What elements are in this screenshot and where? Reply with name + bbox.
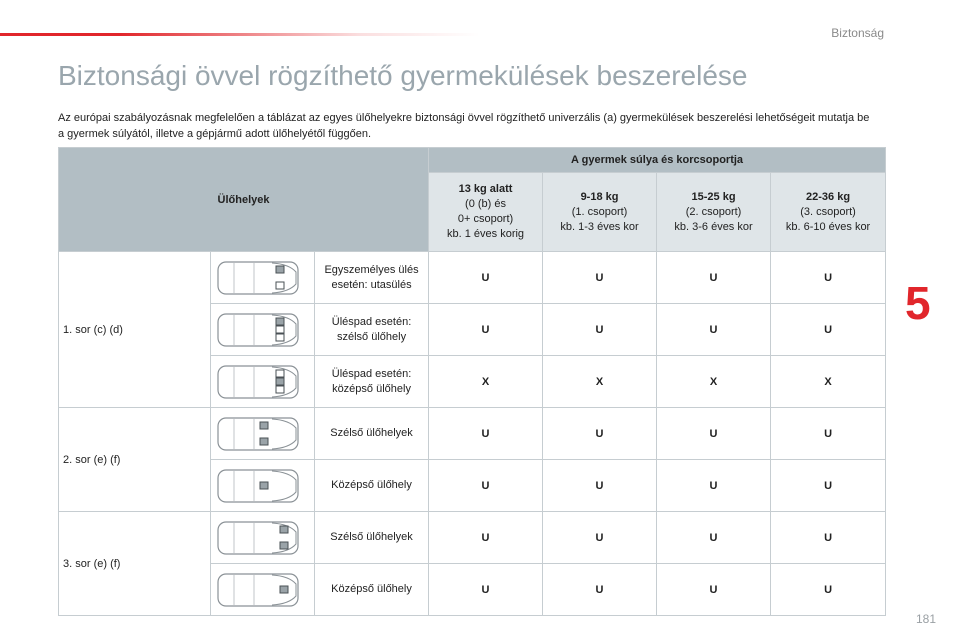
seat-description: Középső ülőhely (315, 564, 429, 616)
intro-paragraph: Az európai szabályozásnak megfelelően a táblázat az egyes ülőhelyekre biztonsági övvel rögzíthető univerzális (a) gyermekülések beszerelési lehetőségeit mutatja be a gyermek súlyától, illetve a gépjármű adott ülőhelyétől függően. (58, 112, 870, 140)
suitability-value: U (657, 304, 771, 356)
table-row (59, 512, 886, 564)
suitability-value: U (657, 564, 771, 616)
suitability-value: U (771, 252, 886, 304)
seat-description: Szélső ülőhelyek (315, 408, 429, 460)
suitability-value: U (429, 408, 543, 460)
seat-diagram-cell (211, 564, 315, 616)
suitability-value: U (771, 512, 886, 564)
suitability-value: U (771, 460, 886, 512)
suitability-value: U (657, 512, 771, 564)
seat-position-icon (214, 310, 302, 350)
suitability-value: U (429, 460, 543, 512)
suitability-value: U (543, 408, 657, 460)
seat-header: Ülőhelyek (59, 148, 429, 252)
top-accent-bar (0, 33, 480, 36)
suitability-value: X (429, 356, 543, 408)
suitability-value: U (771, 304, 886, 356)
seat-position-icon (214, 258, 302, 298)
suitability-value: U (771, 408, 886, 460)
row-label: 1. sor (c) (d) (59, 252, 211, 408)
seat-position-icon (214, 466, 302, 506)
table-row (59, 252, 886, 304)
seat-position-icon (214, 570, 302, 610)
seat-description: Egyszemélyes ülés esetén: utasülés (315, 252, 429, 304)
seat-description: Üléspad esetén: középső ülőhely (315, 356, 429, 408)
seat-diagram-cell (211, 460, 315, 512)
suitability-value: U (657, 460, 771, 512)
group-header: 22-36 kg (3. csoport) kb. 6-10 éves kor (771, 173, 886, 252)
seat-position-icon (214, 518, 302, 558)
seat-description: Szélső ülőhelyek (315, 512, 429, 564)
seat-position-icon (214, 362, 302, 402)
seat-position-icon (214, 414, 302, 454)
suitability-value: U (657, 252, 771, 304)
seat-diagram-cell (211, 408, 315, 460)
group-header: 15-25 kg (2. csoport) kb. 3-6 éves kor (657, 173, 771, 252)
seat-diagram-cell (211, 356, 315, 408)
group-header: 9-18 kg (1. csoport) kb. 1-3 éves kor (543, 173, 657, 252)
suitability-value: X (771, 356, 886, 408)
suitability-value: U (429, 252, 543, 304)
suitability-value: U (543, 564, 657, 616)
seat-description: Üléspad esetén: szélső ülőhely (315, 304, 429, 356)
table-row (59, 408, 886, 460)
section-label: Biztonság (831, 26, 884, 40)
suitability-value: U (543, 304, 657, 356)
page-number: 181 (915, 612, 936, 626)
suitability-value: U (429, 512, 543, 564)
suitability-value: U (543, 512, 657, 564)
suitability-value: X (543, 356, 657, 408)
child-seat-table (58, 147, 886, 616)
suitability-value: U (771, 564, 886, 616)
chapter-number: 5 (905, 277, 931, 329)
row-label: 2. sor (e) (f) (59, 408, 211, 512)
suitability-value: U (429, 304, 543, 356)
suitability-value: U (543, 460, 657, 512)
seat-diagram-cell (211, 512, 315, 564)
seat-diagram-cell (211, 252, 315, 304)
weight-header: A gyermek súlya és korcsoportja (429, 148, 886, 173)
row-label: 3. sor (e) (f) (59, 512, 211, 616)
seat-diagram-cell (211, 304, 315, 356)
suitability-value: X (657, 356, 771, 408)
suitability-value: U (543, 252, 657, 304)
group-header: 13 kg alatt (0 (b) és 0+ csoport) kb. 1 éves korig (429, 173, 543, 252)
seat-description: Középső ülőhely (315, 460, 429, 512)
page-title: Biztonsági övvel rögzíthető gyermekülések beszerelése (58, 60, 748, 91)
suitability-value: U (429, 564, 543, 616)
suitability-value: U (657, 408, 771, 460)
